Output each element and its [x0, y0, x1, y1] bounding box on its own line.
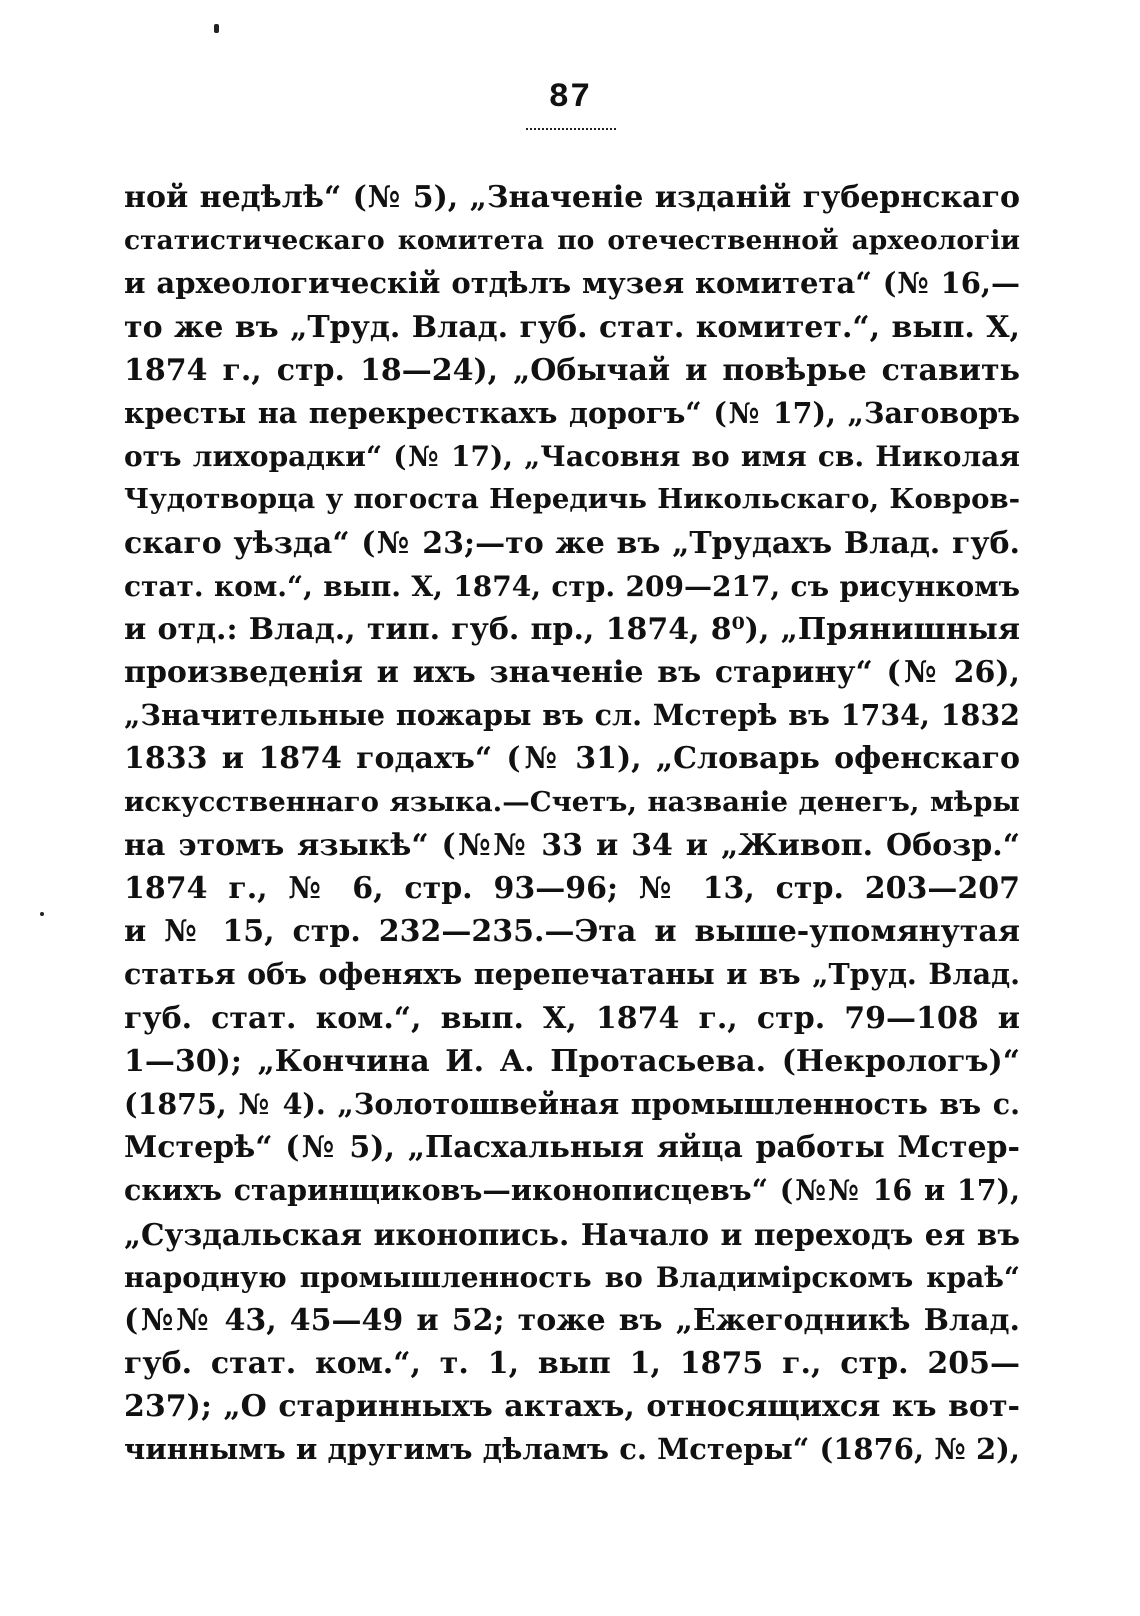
text-line: (№№ 43, 45—49 и 52; тоже въ „Ежегодникѣ Влад. [124, 1302, 1020, 1338]
text-line: народную промышленность во Владимірскомъ краѣ“ [124, 1260, 1020, 1294]
text-line: стат. ком.“, вып. X, 1874, стр. 209—217, съ рисункомъ [124, 569, 1020, 603]
text-line: 1874 г., № 6, стр. 93—96; № 13, стр. 203—207 [124, 871, 1020, 906]
text-line: скихъ старинщиковъ—иконописцевъ“ (№№ 16 и 17), [124, 1173, 1020, 1208]
body-text [124, 176, 1020, 1472]
text-line: чиннымъ и другимъ дѣламъ с. Мстеры“ (1876, № 2), [124, 1432, 1020, 1467]
text-line: Мстерѣ“ (№ 5), „Пасхальныя яйца работы Мстер- [124, 1130, 1020, 1166]
text-line: и отд.: Влад., тип. губ. пр., 1874, 8⁰), „Прянишныя [124, 611, 1020, 647]
text-line: губ. стат. ком.“, вып. X, 1874 г., стр. 79—108 и [124, 1000, 1020, 1036]
text-line: ной недѣлѣ“ (№ 5), „Значеніе изданій губернскаго [124, 180, 1020, 215]
text-line: 1833 и 1874 годахъ“ (№ 31), „Словарь офенскаго [124, 741, 1020, 777]
text-line: Чудотворца у погоста Нередичь Никольскаго, Ковров- [124, 483, 1020, 516]
text-line: статистическаго комитета по отечественной археологіи [124, 225, 1020, 257]
text-line: то же въ „Труд. Влад. губ. стат. комитет.“, вып. X, [124, 309, 1020, 345]
text-line: произведенія и ихъ значеніе въ старину“ (№ 26), [124, 655, 1020, 691]
text-line: скаго уѣзда“ (№ 23;—то же въ „Трудахъ Влад. губ. [124, 525, 1020, 561]
text-line: отъ лихорадки“ (№ 17), „Часовня во имя св. Николая [124, 440, 1020, 474]
text-line: на этомъ языкѣ“ (№№ 33 и 34 и „Живоп. Обозр.“ [124, 827, 1020, 863]
text-line: и № 15, стр. 232—235.—Эта и выше-упомянутая [124, 914, 1020, 950]
text-line: губ. стат. ком.“, т. 1, вып 1, 1875 г., стр. 205— [124, 1346, 1020, 1382]
ink-speck [40, 912, 44, 916]
page-number: 87 [548, 79, 592, 117]
ink-speck [214, 24, 219, 33]
text-line: (1875, № 4). „Золотошвейная промышленность въ с. [124, 1086, 1020, 1121]
text-line: искусственнаго языка.—Счетъ, названіе денегъ, мѣры [124, 785, 1020, 818]
text-line: статья объ офеняхъ перепечатаны и въ „Труд. Влад. [124, 957, 1020, 992]
page-number-rule [526, 128, 616, 130]
text-line: кресты на перекресткахъ дорогъ“ (№ 17), „Заговоръ [124, 395, 1020, 430]
text-line: 1874 г., стр. 18—24), „Обычай и повѣрье ставить [124, 352, 1020, 388]
text-line: „Суздальская иконопись. Начало и переходъ ея въ [124, 1216, 1020, 1252]
text-line: „Значительные пожары въ сл. Мстерѣ въ 1734, 1832 [124, 698, 1020, 733]
text-line: 1—30); „Кончина И. А. Протасьева. (Некрологъ)“ [124, 1043, 1020, 1079]
text-line: и археологическій отдѣлъ музея комитета“ (№ 16,— [124, 266, 1020, 301]
text-line: 237); „О старинныхъ актахъ, относящихся къ вот- [124, 1389, 1020, 1425]
